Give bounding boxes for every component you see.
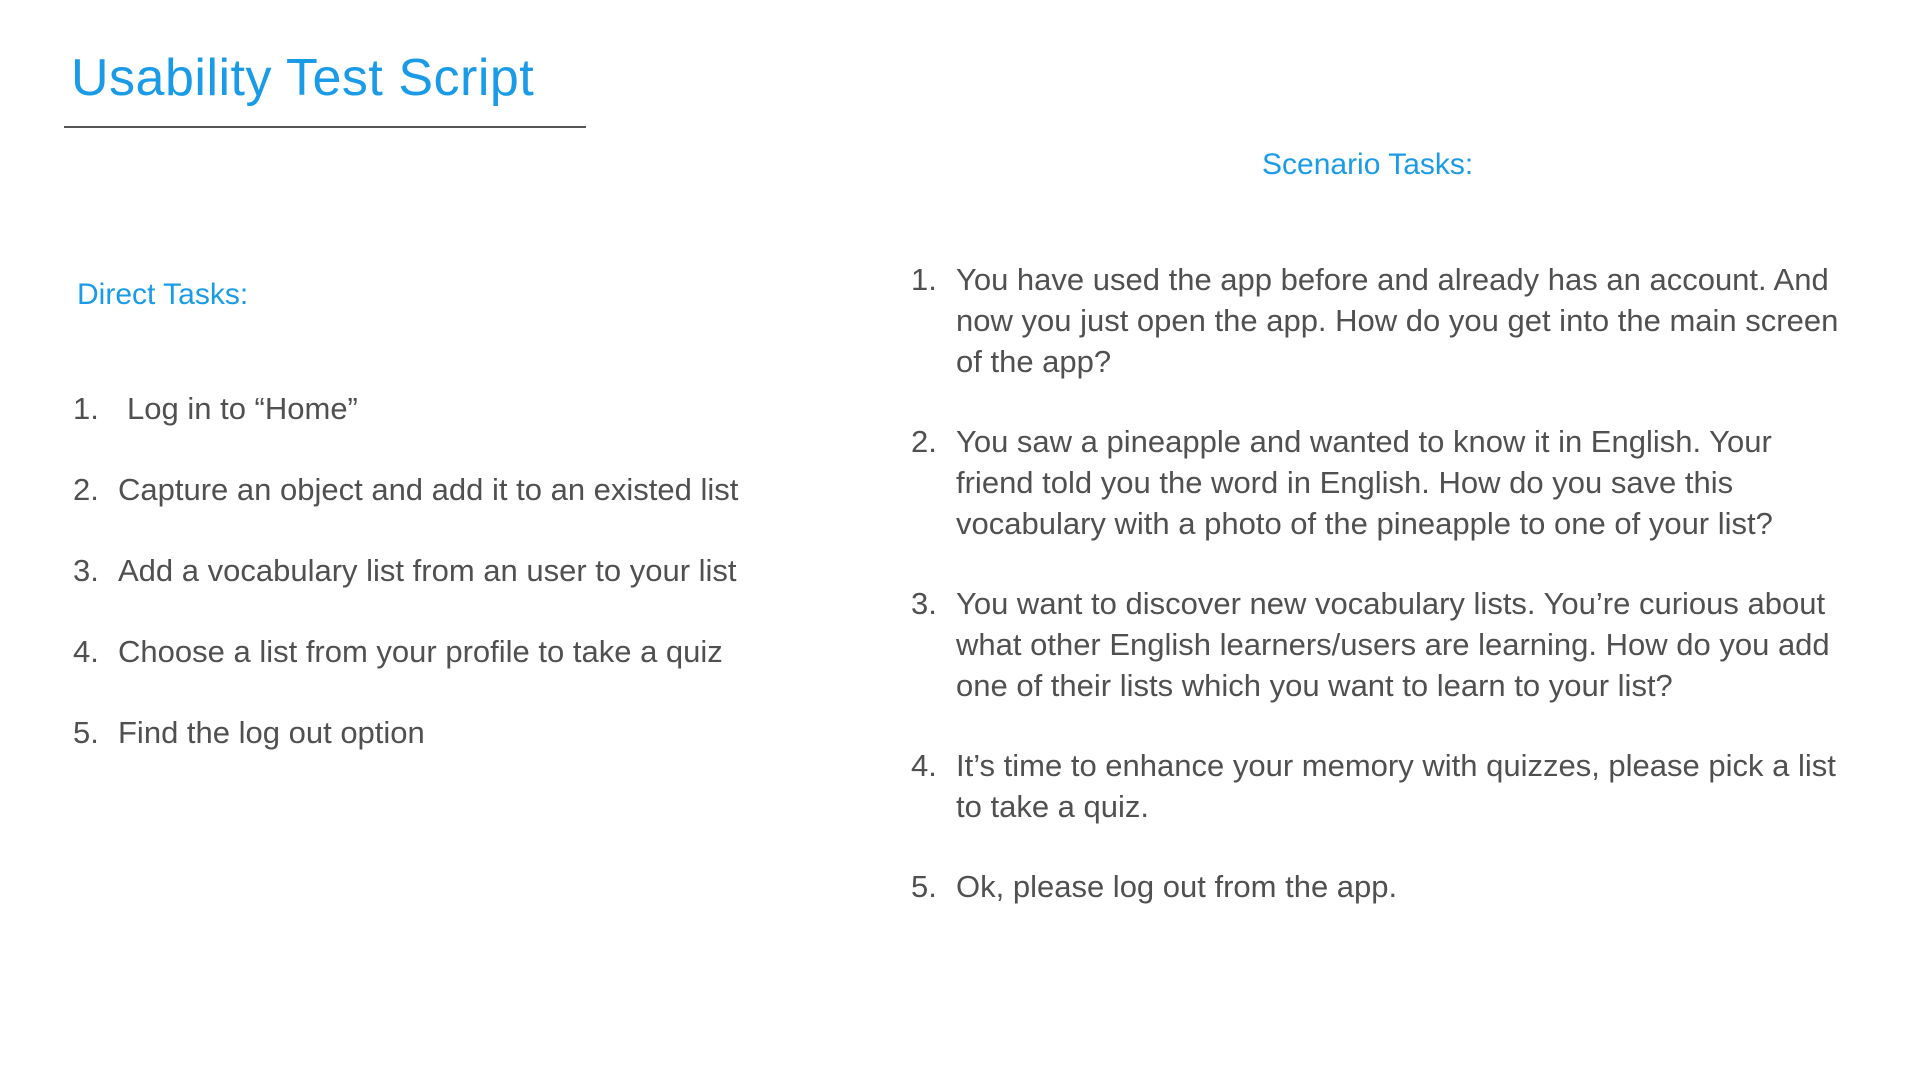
task-text: Add a vocabulary list from an user to your list [118,553,737,588]
page-title: Usability Test Script [71,49,535,107]
scenario-tasks-heading: Scenario Tasks: [1262,148,1474,181]
task-number: 4. [911,748,937,783]
task-number: 3. [911,586,937,621]
task-number: 1. [73,391,99,426]
direct-task-item [73,469,793,510]
task-text: Choose a list from your profile to take a quiz [118,634,723,669]
direct-task-item [73,550,793,591]
direct-task-item [73,631,793,672]
direct-tasks-heading: Direct Tasks: [77,278,249,311]
task-number: 5. [73,715,99,750]
scenario-task-item [911,259,1841,382]
scenario-task-item [911,866,1841,907]
task-number: 4. [73,634,99,669]
task-text: Ok, please log out from the app. [956,869,1398,904]
task-text: Capture an object and add it to an existed list [118,472,739,507]
task-text: Log in to “Home” [127,391,358,426]
scenario-task-item [911,421,1841,544]
scenario-tasks-list [911,259,1841,946]
task-text: It’s time to enhance your memory with quizzes, please pick a list to take a quiz. [956,748,1836,824]
task-number: 3. [73,553,99,588]
direct-task-item [73,388,793,429]
task-text: Find the log out option [118,715,425,750]
scenario-task-item [911,745,1841,827]
task-number: 2. [73,472,99,507]
direct-tasks-list [73,388,793,793]
title-underline [64,126,586,128]
task-text: You want to discover new vocabulary lists. You’re curious about what other English learners/users are learning. How do you add one of their lists which you want to learn to your list? [956,586,1830,703]
scenario-task-item [911,583,1841,706]
task-text: You saw a pineapple and wanted to know it in English. Your friend told you the word in English. How do you save this vocabulary with a photo of the pineapple to one of your list? [956,424,1773,541]
task-number: 5. [911,869,937,904]
direct-task-item [73,712,793,753]
task-number: 1. [911,262,937,297]
task-text: You have used the app before and already has an account. And now you just open the app. How do you get into the main screen of the app? [956,262,1839,379]
task-number: 2. [911,424,937,459]
